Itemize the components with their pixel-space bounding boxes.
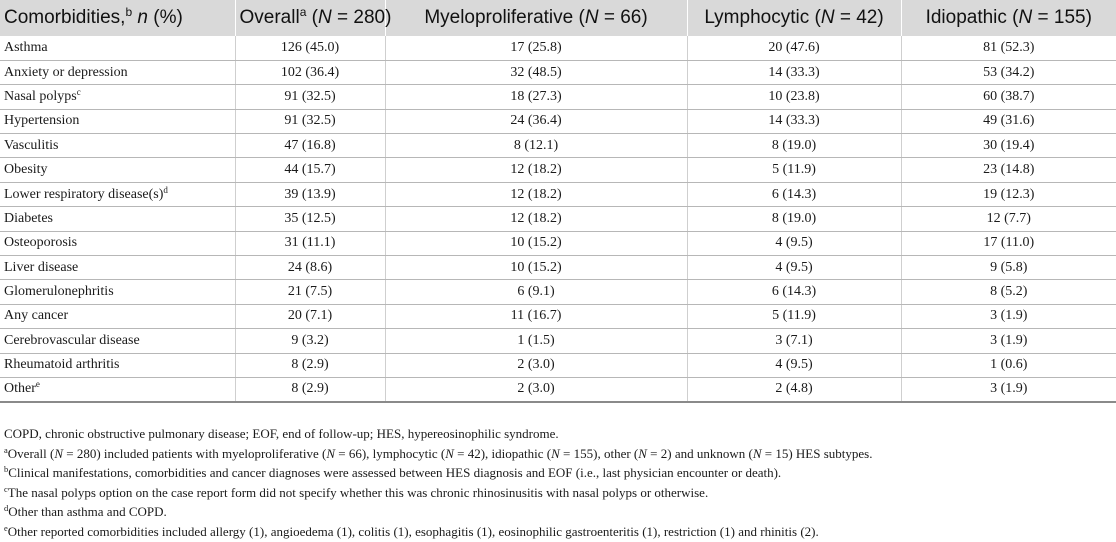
table-cell: 8 (19.0) <box>687 134 901 158</box>
table-cell: 12 (18.2) <box>385 207 687 231</box>
footnote-italic: N <box>638 445 647 461</box>
table-cell: 18 (27.3) <box>385 85 687 109</box>
table-header <box>0 0 1116 36</box>
table-cell: 3 (7.1) <box>687 329 901 353</box>
table-cell: 11 (16.7) <box>385 304 687 328</box>
table-cell: 32 (48.5) <box>385 60 687 84</box>
row-label-cell <box>0 182 235 206</box>
table-cell: 2 (4.8) <box>687 377 901 401</box>
row-label-cell <box>0 256 235 280</box>
row-label-cell <box>0 36 235 60</box>
row-label-cell <box>0 85 235 109</box>
footnote-text: = 15) HES subtypes. <box>761 445 873 461</box>
footnote-italic: N <box>551 445 560 461</box>
table-row <box>0 280 1116 304</box>
footnote-mark: e <box>35 379 40 390</box>
header-suffix: = 66) <box>598 7 648 28</box>
row-label-cell <box>0 60 235 84</box>
table-row <box>0 134 1116 158</box>
table-cell: 5 (11.9) <box>687 304 901 328</box>
table-cell: 1 (1.5) <box>385 329 687 353</box>
header-italic-n: N <box>584 7 599 28</box>
header-italic-n: N <box>1018 7 1033 28</box>
header-suffix: = 155) <box>1032 7 1092 28</box>
table-cell: 9 (5.8) <box>901 256 1116 280</box>
table-cell: 102 (36.4) <box>235 60 385 84</box>
footnote-c <box>4 483 1112 503</box>
table-cell: 53 (34.2) <box>901 60 1116 84</box>
table-cell: 9 (3.2) <box>235 329 385 353</box>
header-lymphocytic <box>687 0 901 36</box>
table-body <box>0 36 1116 402</box>
footnote-abbreviations: COPD, chronic obstructive pulmonary disease; EOF, end of follow-up; HES, hypereosinophilic syndrome. <box>4 426 559 441</box>
footnote-e <box>4 522 1112 542</box>
header-myeloproliferative <box>385 0 687 36</box>
table-cell: 39 (13.9) <box>235 182 385 206</box>
footnote-d <box>4 502 1112 522</box>
table-cell: 3 (1.9) <box>901 329 1116 353</box>
table-cell: 10 (15.2) <box>385 256 687 280</box>
footnote-italic: N <box>445 445 454 461</box>
table-cell: 44 (15.7) <box>235 158 385 182</box>
table-cell: 6 (14.3) <box>687 280 901 304</box>
table-cell: 24 (36.4) <box>385 109 687 133</box>
table-cell: 3 (1.9) <box>901 377 1116 401</box>
footnote-text: Other reported comorbidities included allergy (1), angioedema (1), colitis (1), esophagitis (1), eosinophilic gastroenteritis (1), restriction (1) and rhinitis (2). <box>7 523 819 539</box>
header-open: ( <box>809 7 821 28</box>
row-label: Vasculitis <box>4 137 59 153</box>
row-label: Asthma <box>4 39 48 55</box>
table-cell: 8 (5.2) <box>901 280 1116 304</box>
row-label: Other <box>4 381 36 397</box>
row-label: Anxiety or depression <box>4 64 128 80</box>
row-label: Hypertension <box>4 113 80 129</box>
row-label-cell <box>0 304 235 328</box>
table-cell: 49 (31.6) <box>901 109 1116 133</box>
table-row <box>0 182 1116 206</box>
row-label-cell <box>0 134 235 158</box>
table-cell: 23 (14.8) <box>901 158 1116 182</box>
table-cell: 12 (18.2) <box>385 158 687 182</box>
table-cell: 10 (15.2) <box>385 231 687 255</box>
row-label: Obesity <box>4 162 48 178</box>
header-suffix: (%) <box>147 7 183 28</box>
header-suffix: = 42) <box>834 7 884 28</box>
table-cell: 20 (7.1) <box>235 304 385 328</box>
table-cell: 21 (7.5) <box>235 280 385 304</box>
header-row <box>0 0 1116 36</box>
table-row <box>0 85 1116 109</box>
table-row <box>0 60 1116 84</box>
footnote-mark: d <box>163 184 168 195</box>
footnote-text: = 2) and unknown ( <box>646 445 753 461</box>
table-cell: 91 (32.5) <box>235 109 385 133</box>
footnote-text: = 42), idiopathic ( <box>453 445 552 461</box>
table-cell: 30 (19.4) <box>901 134 1116 158</box>
row-label-cell <box>0 329 235 353</box>
table-cell: 31 (11.1) <box>235 231 385 255</box>
row-label-cell <box>0 353 235 377</box>
row-label: Diabetes <box>4 210 53 226</box>
table-cell: 126 (45.0) <box>235 36 385 60</box>
row-label: Liver disease <box>4 259 79 275</box>
row-label-cell <box>0 231 235 255</box>
table-cell: 20 (47.6) <box>687 36 901 60</box>
table-row <box>0 207 1116 231</box>
footnote-text: The nasal polyps option on the case report form did not specify whether this was chronic rhinosinusitis with nasal polyps or otherwise. <box>7 484 709 500</box>
table-cell: 1 (0.6) <box>901 353 1116 377</box>
row-label-cell <box>0 377 235 401</box>
table-cell: 47 (16.8) <box>235 134 385 158</box>
row-label-cell <box>0 158 235 182</box>
table-cell: 8 (12.1) <box>385 134 687 158</box>
footnote-text: Overall ( <box>7 445 55 461</box>
footnote-mark: c <box>76 86 81 97</box>
table-cell: 5 (11.9) <box>687 158 901 182</box>
table-cell: 14 (33.3) <box>687 109 901 133</box>
row-label: Rheumatoid arthritis <box>4 357 120 373</box>
footnote-italic: N <box>752 445 762 461</box>
table-row <box>0 256 1116 280</box>
header-text: Lymphocytic <box>704 7 810 28</box>
footnote-text: Other than asthma and COPD. <box>8 504 167 520</box>
table-cell: 14 (33.3) <box>687 60 901 84</box>
table-cell: 81 (52.3) <box>901 36 1116 60</box>
footnote-mark: a <box>299 5 307 19</box>
header-suffix: = 280) <box>331 7 392 28</box>
header-open: ( <box>1006 7 1019 28</box>
header-text: Overall <box>239 7 300 28</box>
table-cell: 8 (2.9) <box>235 377 385 401</box>
footnote-text: = 280) included patients with myeloproliferative ( <box>63 445 327 461</box>
table-cell: 17 (11.0) <box>901 231 1116 255</box>
table-cell: 12 (7.7) <box>901 207 1116 231</box>
footnote-italic: N <box>326 445 335 461</box>
table-cell: 8 (2.9) <box>235 353 385 377</box>
table-row <box>0 36 1116 60</box>
row-label: Glomerulonephritis <box>4 284 114 300</box>
row-label-cell <box>0 280 235 304</box>
table-cell: 4 (9.5) <box>687 256 901 280</box>
table-cell: 10 (23.8) <box>687 85 901 109</box>
table-cell: 12 (18.2) <box>385 182 687 206</box>
footnote-mark: d <box>4 503 9 514</box>
header-comorbidities <box>0 0 235 36</box>
table-cell: 8 (19.0) <box>687 207 901 231</box>
table-row <box>0 109 1116 133</box>
table-cell: 35 (12.5) <box>235 207 385 231</box>
table-footnotes <box>4 424 1112 542</box>
header-overall <box>235 0 392 36</box>
footnote-text: = 66), lymphocytic ( <box>334 445 446 461</box>
footnote-a <box>4 444 1112 464</box>
header-open: ( <box>306 7 318 28</box>
table-cell: 4 (9.5) <box>687 353 901 377</box>
table-row <box>0 304 1116 328</box>
header-italic-n: N <box>820 7 835 28</box>
footnote-b <box>4 463 1112 483</box>
row-label-cell <box>0 109 235 133</box>
footnote-mark: c <box>4 483 8 494</box>
table-cell: 91 (32.5) <box>235 85 385 109</box>
header-italic-n: n <box>137 7 148 28</box>
table-cell: 2 (3.0) <box>385 377 687 401</box>
footnote-italic: N <box>54 445 64 461</box>
table-row <box>0 231 1116 255</box>
table-cell: 4 (9.5) <box>687 231 901 255</box>
table-row <box>0 329 1116 353</box>
table-cell: 19 (12.3) <box>901 182 1116 206</box>
footnote-text: = 155), other ( <box>559 445 639 461</box>
header-idiopathic <box>901 0 1116 36</box>
table-cell: 17 (25.8) <box>385 36 687 60</box>
table-row <box>0 353 1116 377</box>
table-row <box>0 377 1116 401</box>
row-label: Osteoporosis <box>4 235 78 251</box>
footnote-mark: a <box>4 444 8 455</box>
table-cell: 60 (38.7) <box>901 85 1116 109</box>
header-italic-n: N <box>317 7 332 28</box>
table-cell: 6 (9.1) <box>385 280 687 304</box>
footnote-text: Clinical manifestations, comorbidities and cancer diagnoses were assessed between HES diagnosis and EOF (i.e., last physician encounter or death). <box>8 465 782 481</box>
row-label-cell <box>0 207 235 231</box>
footnote-mark: b <box>4 464 9 475</box>
table-row <box>0 158 1116 182</box>
row-label: Nasal polyps <box>4 88 77 104</box>
header-text: Idiopathic <box>925 7 1007 28</box>
table-cell: 24 (8.6) <box>235 256 385 280</box>
table-cell: 6 (14.3) <box>687 182 901 206</box>
header-text: Myeloproliferative <box>424 7 574 28</box>
row-label: Cerebrovascular disease <box>4 332 140 348</box>
table-cell: 3 (1.9) <box>901 304 1116 328</box>
header-text: Comorbidities, <box>4 7 126 28</box>
row-label: Lower respiratory disease(s) <box>4 186 164 202</box>
header-open: ( <box>573 7 585 28</box>
footnote-mark: e <box>4 522 8 533</box>
footnote-mark: b <box>125 5 133 19</box>
table-cell: 2 (3.0) <box>385 353 687 377</box>
row-label: Any cancer <box>4 308 69 324</box>
